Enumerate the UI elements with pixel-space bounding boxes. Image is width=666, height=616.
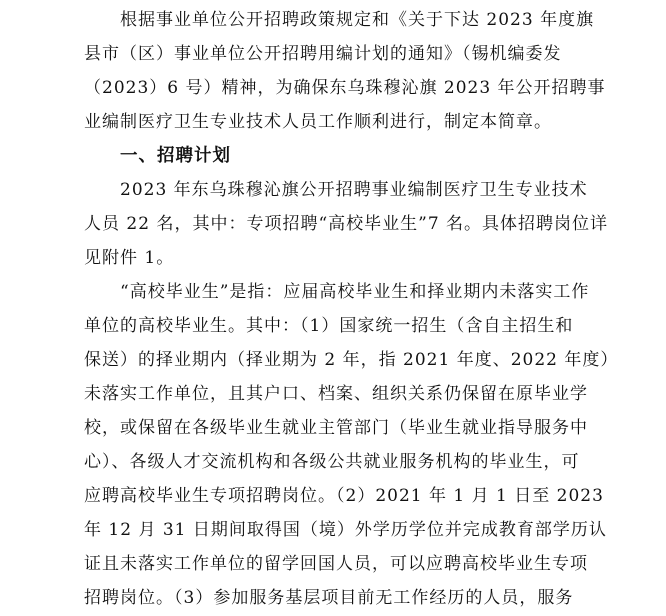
definition-paragraph-line-5: 校，或保留在各级毕业生就业主管部门（毕业生就业指导服务中 bbox=[84, 418, 588, 438]
definition-paragraph-line-4: 未落实工作单位，且其户口、档案、组织关系仍保留在原毕业学 bbox=[84, 384, 588, 404]
definition-paragraph-line-6: 心）、各级人才交流机构和各级公共就业服务机构的毕业生，可 bbox=[84, 452, 580, 472]
definition-paragraph-line-1: “高校毕业生”是指：应届高校毕业生和择业期内未落实工作 bbox=[120, 282, 590, 302]
plan-paragraph-line-2: 人员 22 名，其中：专项招聘“高校毕业生”7 名。具体招聘岗位详 bbox=[84, 214, 609, 234]
intro-paragraph-line-3: （2023）6 号）精神，为确保东乌珠穆沁旗 2023 年公开招聘事 bbox=[84, 78, 606, 98]
definition-paragraph-line-8: 年 12 月 31 日期间取得国（境）外学历学位并完成教育部学历认 bbox=[84, 520, 607, 540]
intro-paragraph-line-1: 根据事业单位公开招聘政策规定和《关于下达 2023 年度旗 bbox=[120, 10, 595, 30]
intro-paragraph-line-2: 县市（区）事业单位公开招聘用编计划的通知》（锡机编委发 bbox=[84, 44, 562, 64]
plan-paragraph-line-3: 见附件 1。 bbox=[84, 248, 175, 268]
section-heading-recruitment-plan: 一、招聘计划 bbox=[120, 146, 231, 166]
plan-paragraph-line-1: 2023 年东乌珠穆沁旗公开招聘事业编制医疗卫生专业技术 bbox=[120, 180, 588, 200]
definition-paragraph-line-9: 证且未落实工作单位的留学回国人员，可以应聘高校毕业生专项 bbox=[84, 554, 588, 574]
definition-paragraph-line-10: 招聘岗位。（3）参加服务基层项目前无工作经历的人员，服务 bbox=[84, 588, 574, 608]
intro-paragraph-line-4: 业编制医疗卫生专业技术人员工作顺利进行，制定本简章。 bbox=[84, 112, 552, 132]
definition-paragraph-line-7: 应聘高校毕业生专项招聘岗位。（2）2021 年 1 月 1 日至 2023 bbox=[84, 486, 604, 506]
definition-paragraph-line-2: 单位的高校毕业生。其中：（1）国家统一招生（含自主招生和 bbox=[84, 316, 574, 336]
definition-paragraph-line-3: 保送）的择业期内（择业期为 2 年，指 2021 年度、2022 年度） bbox=[84, 350, 619, 370]
